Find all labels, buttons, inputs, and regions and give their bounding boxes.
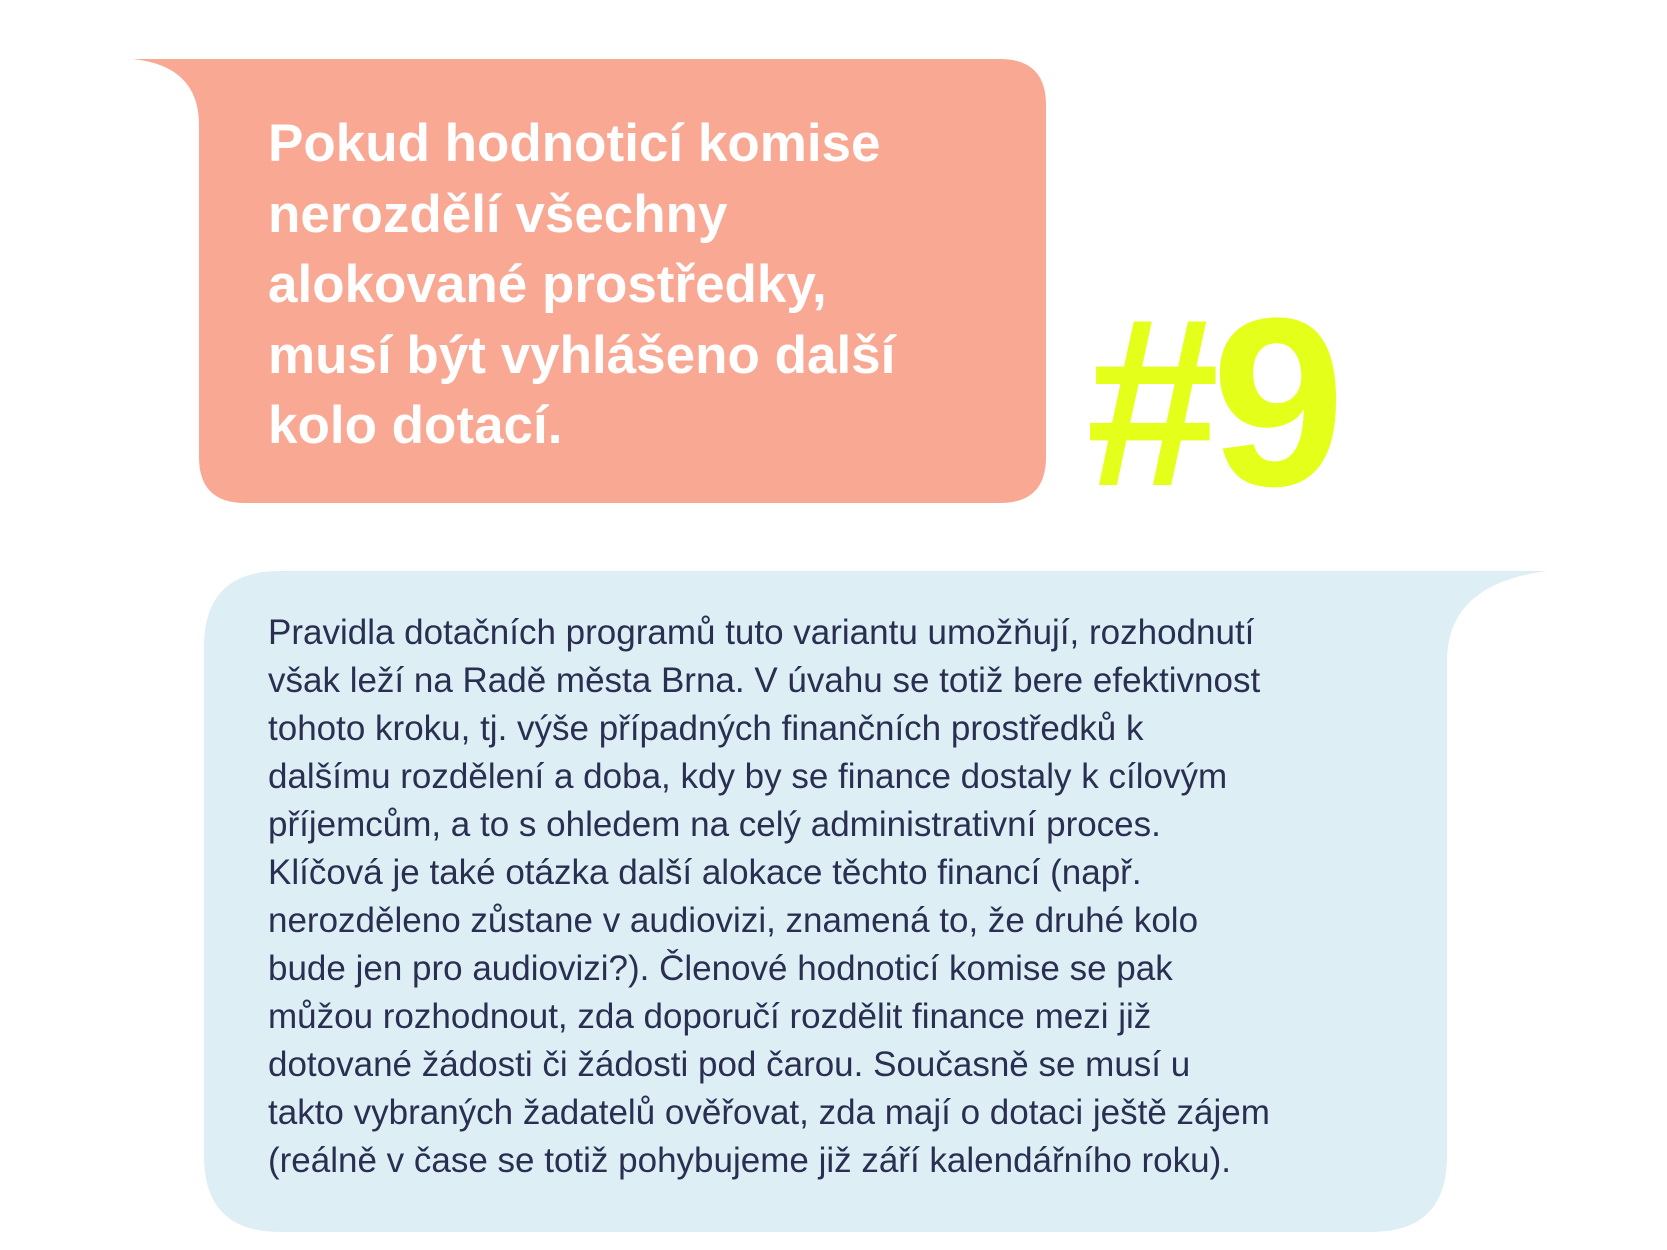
headline-line: nerozdělí všechny [268, 184, 728, 244]
body-line: takto vybraných žadatelů ověřovat, zda mají o dotaci ještě zájem [268, 1093, 1270, 1132]
body-line: bude jen pro audiovizi?). Členové hodnoticí komise se pak [268, 949, 1173, 988]
headline-line: Pokud hodnoticí komise [268, 114, 881, 173]
body-line: Pravidla dotačních programů tuto variantu umožňují, rozhodnutí [268, 613, 1255, 652]
headline-line: musí být vyhlášeno další [268, 325, 896, 385]
body-line: dalšímu rozdělení a doba, kdy by se finance dostaly k cílovým [268, 757, 1228, 796]
body-line: (reálně v čase se totiž pohybujeme již září kalendářního roku). [268, 1141, 1231, 1180]
body-line: příjemcům, a to s ohledem na celý administrativní proces. [268, 805, 1161, 844]
body-line: Klíčová je také otázka další alokace těchto financí (např. [268, 853, 1142, 892]
body-line: však leží na Radě města Brna. V úvahu se totiž bere efektivnost [268, 661, 1261, 700]
headline-line: alokované prostředky, [268, 255, 827, 314]
headline-text [268, 109, 1048, 462]
body-line: dotované žádosti či žádosti pod čarou. Současně se musí u [268, 1045, 1191, 1084]
number-badge: #9 [1086, 268, 1337, 536]
body-line: můžou rozhodnout, zda doporučí rozdělit finance mezi již [268, 997, 1152, 1036]
body-paragraph [268, 609, 1408, 1185]
headline-line: kolo dotací. [268, 396, 563, 455]
body-line: tohoto kroku, tj. výše případných finančních prostředků k [268, 709, 1144, 748]
body-line: nerozděleno zůstane v audiovizi, znamená to, že druhé kolo [268, 901, 1199, 940]
